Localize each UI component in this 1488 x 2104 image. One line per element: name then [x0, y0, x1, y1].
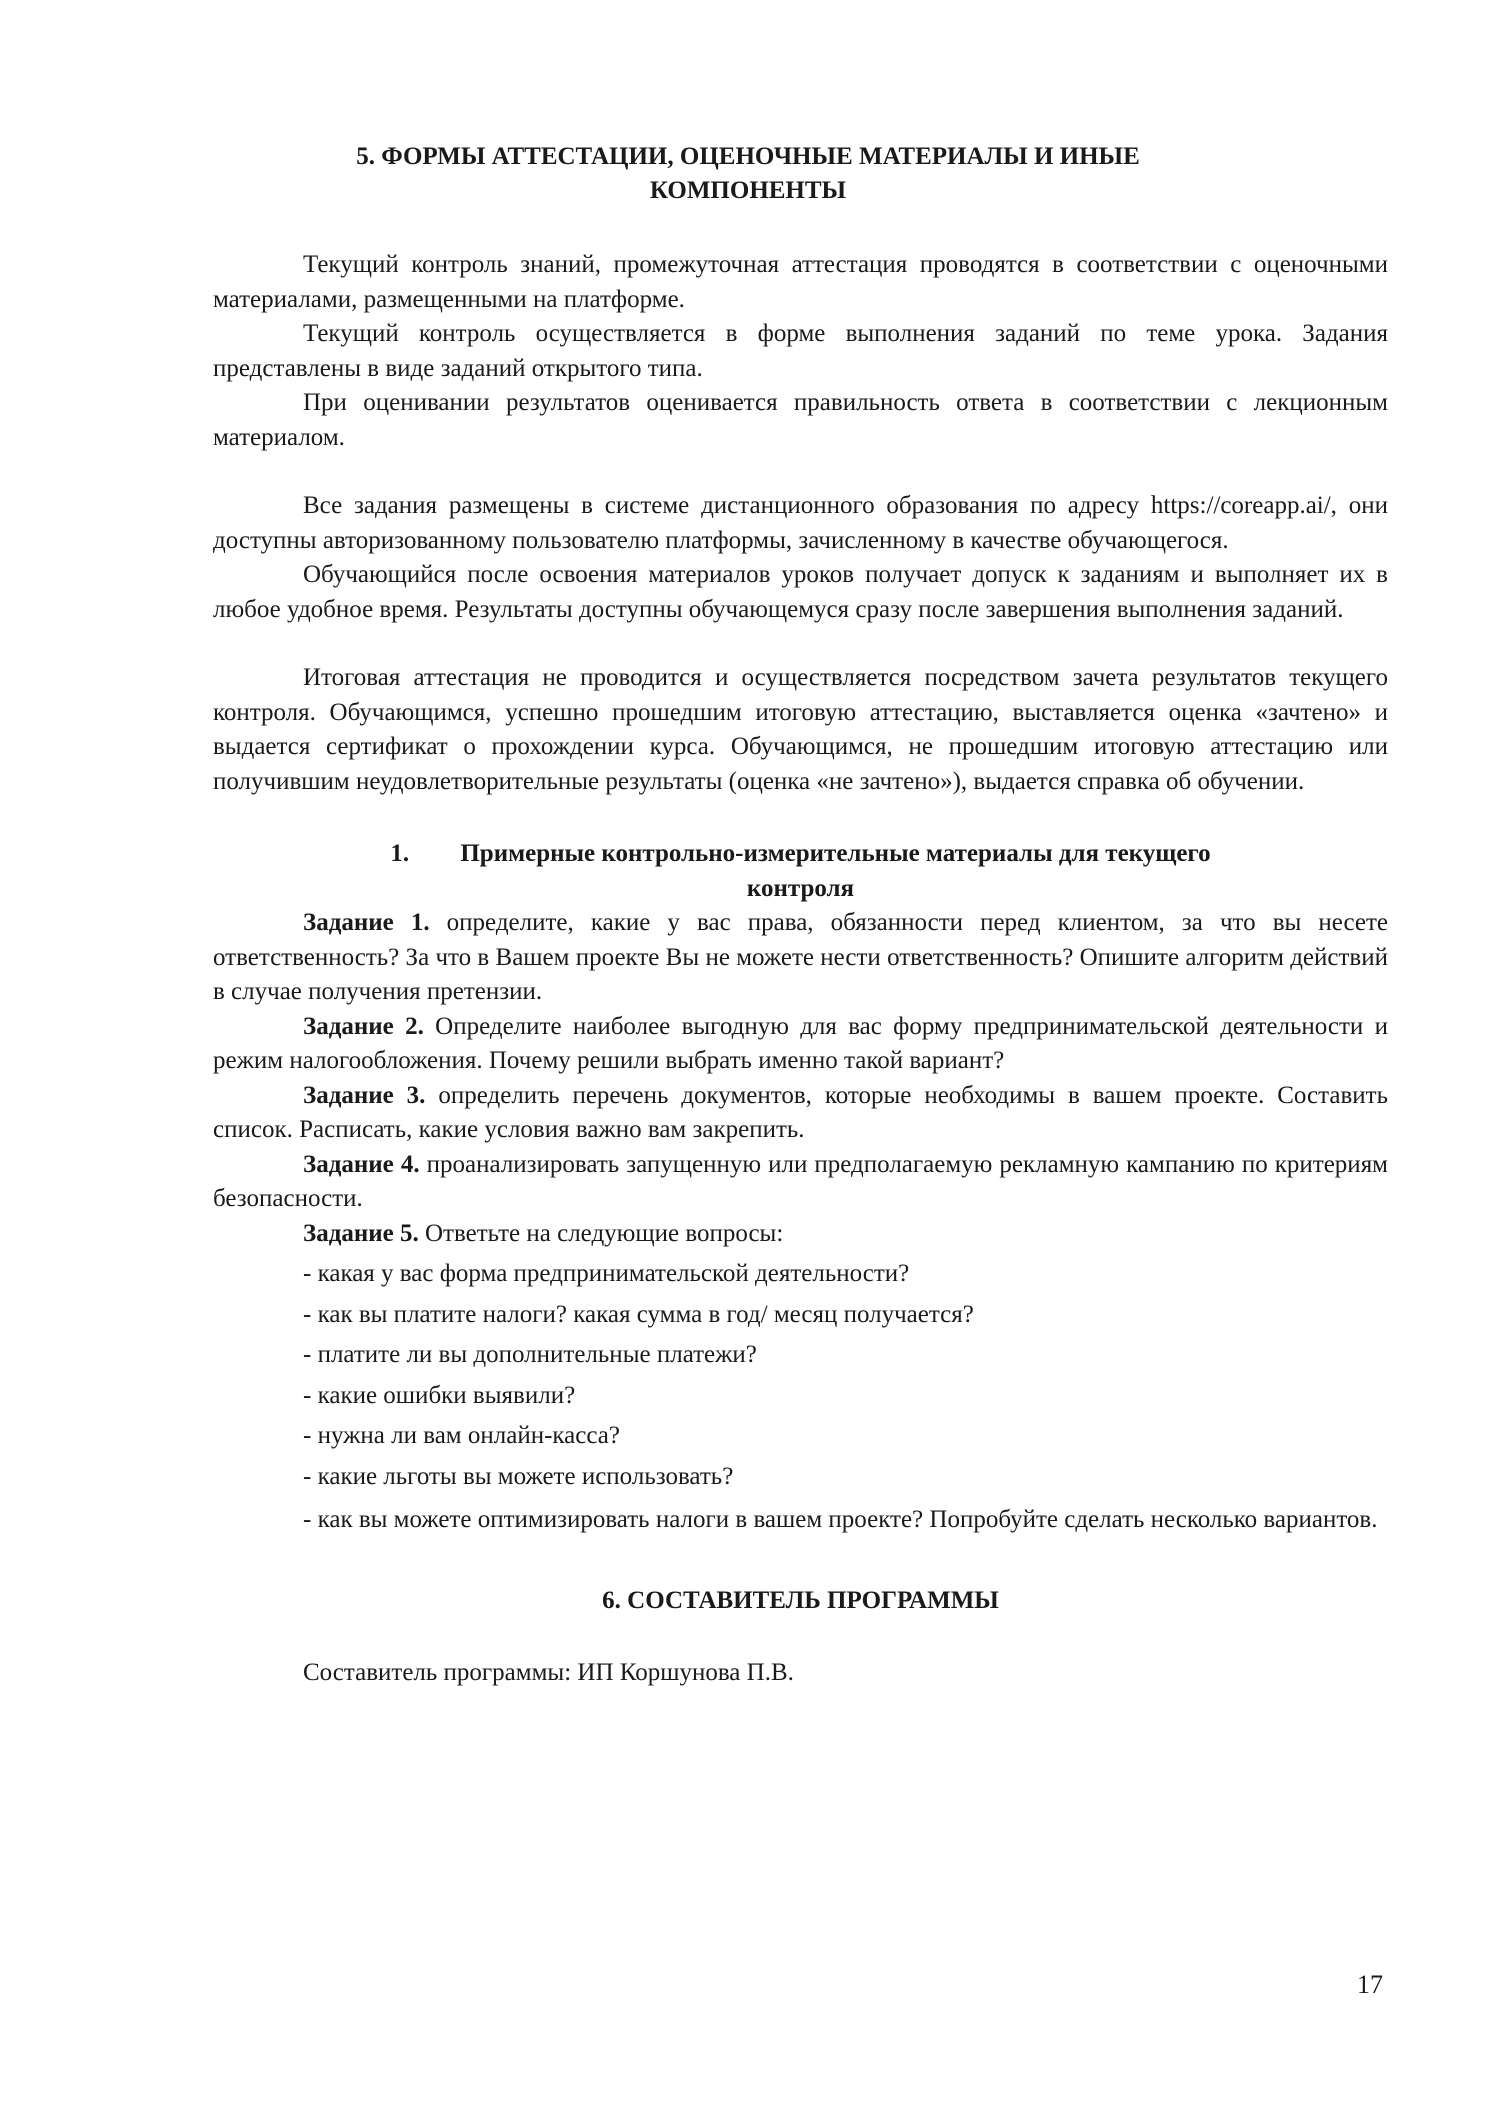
kim-number: 1. — [390, 840, 410, 867]
task-3: Задание 3. определить перечень документов, которые необходимы в вашем проекте. Составить список. Расписать, какие условия важно вам закрепить. — [213, 1081, 1388, 1143]
paragraph: Итоговая аттестация не проводится и осуществляется посредством зачета результатов текущего контроля. Обучающимся, успешно прошедшим итоговую аттестацию, выставляется оценка «зачтено» и выдается сертификат о прохождении курса. Обучающимся, не прошедшим итоговую аттестацию или получившим неудовлетворительные результаты (оценка «не зачтено»), выдается справка об обучении. — [213, 664, 1388, 795]
task-4: Задание 4. проанализировать запущенную или предполагаемую рекламную кампанию по критериям безопасности. — [213, 1150, 1389, 1212]
task-5: Задание 5. Ответьте на следующие вопросы: — [303, 1219, 784, 1247]
section-5-title — [303, 140, 1193, 208]
section-5-title-line2: КОМПОНЕНТЫ — [649, 177, 847, 204]
section-6-title: 6. СОСТАВИТЕЛЬ ПРОГРАММЫ — [602, 1587, 999, 1614]
question-item-last: - как вы можете оптимизировать налоги в вашем проекте? Попробуйте сделать несколько вариантов. — [303, 1506, 1378, 1533]
question-item: - какая у вас форма предпринимательской деятельности? — [303, 1260, 910, 1287]
kim-title-line1: Примерные контрольно-измерительные материалы для текущего — [460, 840, 1211, 867]
question-item: - платите ли вы дополнительные платежи? — [303, 1341, 757, 1368]
question-item: - нужна ли вам онлайн-касса? — [303, 1422, 620, 1449]
paragraph: Все задания размещены в системе дистанционного образования по адресу https://coreapp.ai/, они доступны авторизованному пользователю платформы, зачисленному в качестве обучающегося. — [213, 492, 1388, 554]
task-1: Задание 1. определите, какие у вас права, обязанности перед клиентом, за что вы несете ответственность? За что в Вашем проекте Вы не можете нести ответственность? Опишите алгоритм действий в случае получения претензии. — [213, 909, 1389, 1005]
author-line: Составитель программы: ИП Коршунова П.В. — [303, 1659, 794, 1686]
task-2: Задание 2. Определите наиболее выгодную для вас форму предпринимательской деятельности и режим налогообложения. Почему решили выбрать именно такой вариант? — [213, 1012, 1388, 1074]
question-item: - какие ошибки выявили? — [303, 1381, 576, 1409]
kim-title-line2: контроля — [746, 874, 855, 902]
question-item: - какие льготы вы можете использовать? — [303, 1462, 734, 1490]
page-number: 17 — [1357, 1970, 1383, 1999]
paragraph: При оценивании результатов оценивается правильность ответа в соответствии с лекционным материалом. — [213, 389, 1388, 451]
kim-title — [213, 837, 1388, 906]
question-item: - как вы платите налоги? какая сумма в год/ месяц получается? — [303, 1300, 974, 1328]
paragraph: Текущий контроль знаний, промежуточная аттестация проводятся в соответствии с оценочными материалами, размещенными на платформе. — [213, 251, 1388, 313]
paragraph: Обучающийся после освоения материалов уроков получает допуск к заданиям и выполняет их в любое удобное время. Результаты доступны обучающемуся сразу после завершения выполнения заданий. — [213, 561, 1388, 623]
paragraph: Текущий контроль осуществляется в форме выполнения заданий по теме урока. Задания представлены в виде заданий открытого типа. — [213, 320, 1388, 382]
section-5-title-line1: 5. ФОРМЫ АТТЕСТАЦИИ, ОЦЕНОЧНЫЕ МАТЕРИАЛЫ И ИНЫЕ — [356, 143, 1140, 170]
